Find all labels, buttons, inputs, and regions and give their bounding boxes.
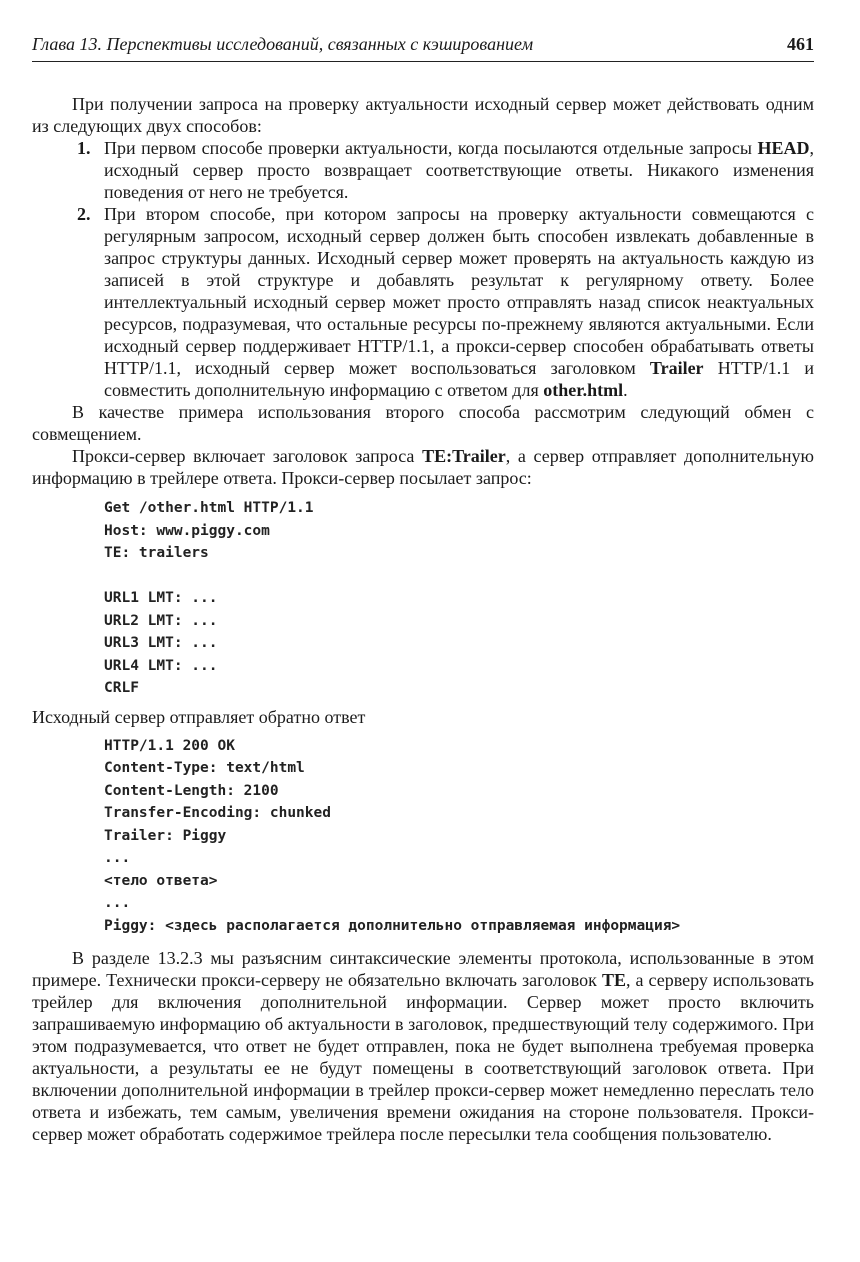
head-keyword: HEAD	[757, 138, 810, 158]
request-code-block: Get /other.html HTTP/1.1 Host: www.piggy.com TE: trailers URL1 LMT: ... URL2 LMT: ... URL3 LMT: ... URL4 LMT: ... CRLF	[104, 500, 314, 696]
example-intro-paragraph: В качестве примера использования второго способа рассмотрим следующий обмен с совмещением.	[32, 402, 814, 444]
list-text: При первом способе проверки актуальности, когда посылаются отдельные запросы	[104, 138, 758, 158]
trailer-keyword: Trailer	[649, 358, 704, 378]
list-text: .	[623, 380, 628, 400]
proxy-paragraph	[32, 445, 814, 489]
filename-keyword: other.html	[543, 380, 624, 400]
methods-list	[32, 137, 814, 401]
running-header	[32, 34, 814, 60]
chapter-title: Глава 13. Перспективы исследований, связанных с кэшированием	[32, 34, 534, 54]
header-rule	[32, 61, 814, 62]
list-text: , исходный сервер просто возвращает соответствующие ответы. Никакого изменения поведения от него не требуется.	[104, 138, 814, 202]
te-keyword: TE	[601, 970, 626, 990]
te-trailer-keyword: TE:Trailer	[422, 446, 506, 466]
response-code-block: HTTP/1.1 200 OK Content-Type: text/html Content-Length: 2100 Transfer-Encoding: chunked Trailer: Piggy ... <тело ответа> ... Piggy: <здесь располагается дополнительно отправляемая информация>	[104, 737, 681, 934]
paragraph-text: , а сервер отправляет дополнительную информацию в трейлере ответа. Прокси-сервер посылает запрос:	[32, 446, 814, 488]
list-number: 1.	[77, 138, 91, 158]
list-text: При втором способе, при котором запросы на проверку актуальности совмещаются с регулярным запросом, исходный сервер должен быть способен извлекать добавленные в запрос структуры данных. Исходный сервер может проверять на актуальность каждую из записей в этой структуре и добавлять результат к регулярному ответу. Более интеллектуальный исходный сервер может просто отправлять назад список неактуальных ресурсов, подразумевая, что остальные ресурсы по-прежнему являются актуальными. Если исходный сервер поддерживает HTTP/1.1, а прокси-сервер способен обрабатывать ответы HTTP/1.1, исходный сервер может воспользоваться заголовком	[104, 204, 814, 378]
paragraph-text: Прокси-сервер включает заголовок запроса	[72, 446, 423, 466]
list-number: 2.	[77, 204, 91, 224]
list-item	[32, 203, 814, 401]
list-item	[32, 137, 814, 203]
paragraph-text: , а серверу использовать трейлер для включения дополнительной информации. Сервер может просто включить запрашиваемую информацию об актуальности в заголовок, предшествующий телу содержимого. При этом подразумевается, что ответ не будет отправлен, пока не будет выполнена требуемая проверка актуальности, а результаты ее не будут помещены в соответствующий заголовок ответа. При включении дополнительной информации в трейлер прокси-сервер может немедленно переслать тело ответа и избежать, тем самым, увеличения времени ожидания на стороне пользователя. Прокси-сервер может обработать содержимое трейлера после пересылки тела сообщения пользователю.	[32, 970, 814, 1144]
page-body	[32, 93, 814, 1145]
paragraph-text: В разделе 13.2.3 мы разъясним синтаксические элементы протокола, использованные в этом примере. Технически прокси-серверу не обязательно включать заголовок	[32, 948, 814, 990]
list-text: HTTP/1.1 и совместить дополнительную информацию с ответом для	[104, 358, 814, 400]
response-intro-line: Исходный сервер отправляет обратно ответ	[32, 706, 366, 727]
page-number: 461	[787, 34, 814, 54]
closing-paragraph	[32, 947, 814, 1145]
intro-paragraph: При получении запроса на проверку актуальности исходный сервер может действовать одним из следующих двух способов:	[32, 94, 814, 136]
